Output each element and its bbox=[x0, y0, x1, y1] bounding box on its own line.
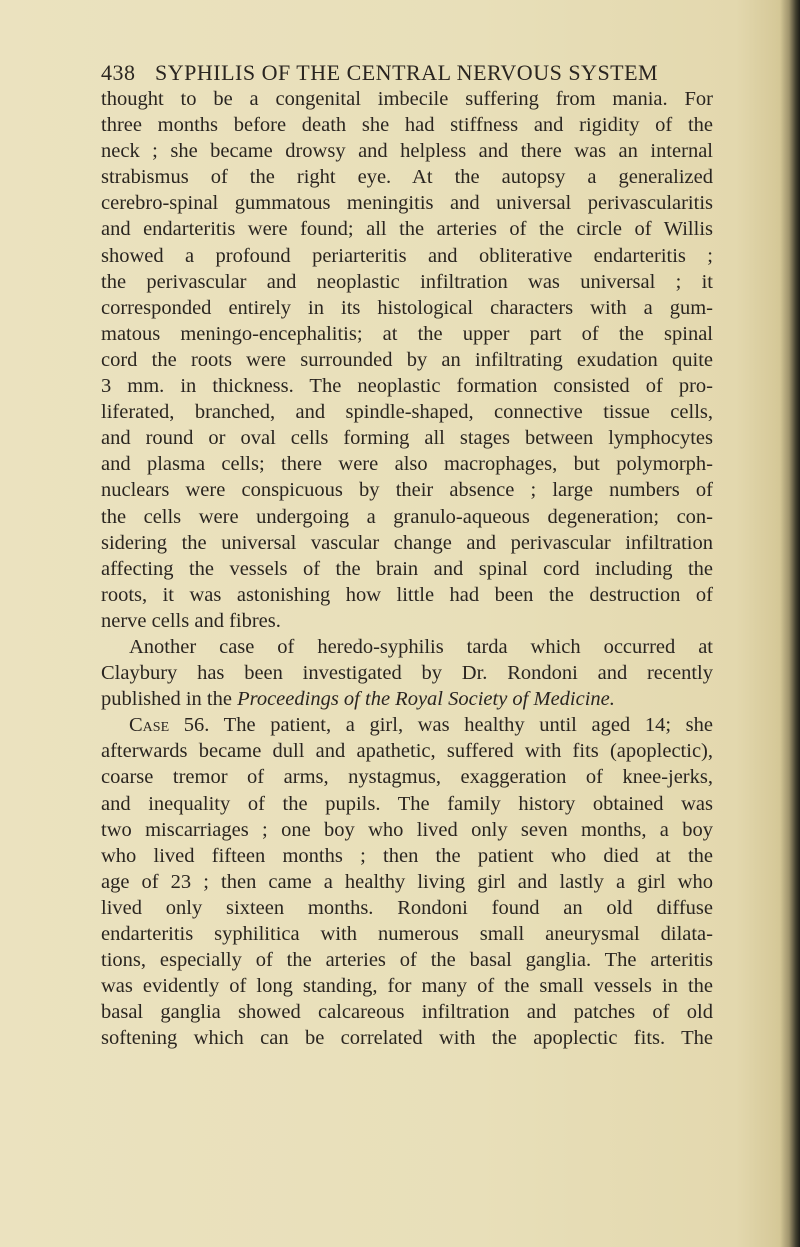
text-line: who lived fifteen months ; then the patient who died at the bbox=[101, 844, 713, 867]
text-line: the perivascular and neoplastic infiltration was universal ; it bbox=[101, 270, 713, 293]
running-head-title: SYPHILIS OF THE CENTRAL NERVOUS SYSTEM bbox=[155, 60, 659, 85]
text-line: softening which can be correlated with the apoplectic fits. The bbox=[101, 1027, 713, 1050]
text-line: was evidently of long standing, for many of the small vessels in the bbox=[101, 975, 713, 998]
text-line: tions, especially of the arteries of the basal ganglia. The arteritis bbox=[101, 949, 713, 972]
text-line: corresponded entirely in its histological characters with a gum- bbox=[101, 296, 713, 319]
text-line-mixed bbox=[101, 712, 713, 738]
text-line: three months before death she had stiffness and rigidity of the bbox=[101, 114, 713, 137]
text-fragment: published in the bbox=[101, 688, 238, 711]
journal-title: Proceedings of the Royal Society of Medicine. bbox=[237, 688, 615, 711]
text-line: Claybury has been investigated by Dr. Rondoni and recently bbox=[101, 662, 713, 685]
text-line: two miscarriages ; one boy who lived only seven months, a boy bbox=[101, 818, 713, 841]
text-line: nuclears were conspicuous by their absence ; large numbers of bbox=[101, 479, 713, 502]
text-line: basal ganglia showed calcareous infiltration and patches of old bbox=[101, 1001, 713, 1024]
text-line: nerve cells and fibres. bbox=[101, 609, 281, 632]
text-line: coarse tremor of arms, nystagmus, exaggeration of knee-jerks, bbox=[101, 766, 713, 789]
text-line: the cells were undergoing a granulo-aqueous degeneration; con- bbox=[101, 505, 713, 528]
body-text bbox=[101, 86, 713, 1051]
binding-shadow bbox=[780, 0, 800, 1247]
text-line: cord the roots were surrounded by an infiltrating exudation quite bbox=[101, 348, 713, 371]
text-line: afterwards became dull and apathetic, suffered with fits (apoplectic), bbox=[101, 740, 713, 763]
text-line: age of 23 ; then came a healthy living girl and lastly a girl who bbox=[101, 870, 713, 893]
text-line: liferated, branched, and spindle-shaped, connective tissue cells, bbox=[101, 401, 713, 424]
text-fragment: 56. The patient, a girl, was healthy until aged 14; she bbox=[169, 714, 713, 737]
text-line: and inequality of the pupils. The family history obtained was bbox=[101, 792, 713, 815]
text-line-mixed bbox=[101, 686, 713, 712]
text-line: showed a profound periarteritis and obliterative endarteritis ; bbox=[101, 244, 713, 267]
text-line: sidering the universal vascular change and perivascular infiltration bbox=[101, 531, 713, 554]
text-line: lived only sixteen months. Rondoni found an old diffuse bbox=[101, 896, 713, 919]
text-line: thought to be a congenital imbecile suffering from mania. For bbox=[101, 88, 713, 110]
text-line: roots, it was astonishing how little had been the destruction of bbox=[101, 583, 713, 606]
text-line: and endarteritis were found; all the arteries of the circle of Willis bbox=[101, 218, 713, 241]
text-line: endarteritis syphilitica with numerous small aneurysmal dilata- bbox=[101, 923, 713, 945]
page-number: 438 bbox=[101, 60, 136, 85]
text-line: matous meningo-encephalitis; at the upper part of the spinal bbox=[101, 322, 713, 345]
text-line: and round or oval cells forming all stages between lymphocytes bbox=[101, 427, 713, 450]
case-label: Case bbox=[129, 714, 170, 737]
text-line: strabismus of the right eye. At the autopsy a generalized bbox=[101, 166, 713, 189]
text-line: 3 mm. in thickness. The neoplastic formation consisted of pro- bbox=[101, 375, 713, 398]
text-line: Another case of heredo-syphilis tarda which occurred at bbox=[129, 635, 713, 658]
text-line: neck ; she became drowsy and helpless and there was an internal bbox=[101, 140, 713, 163]
text-line: cerebro-spinal gummatous meningitis and universal perivascularitis bbox=[101, 192, 713, 215]
text-line: affecting the vessels of the brain and spinal cord including the bbox=[101, 557, 713, 580]
text-line: and plasma cells; there were also macrophages, but polymorph- bbox=[101, 453, 713, 476]
